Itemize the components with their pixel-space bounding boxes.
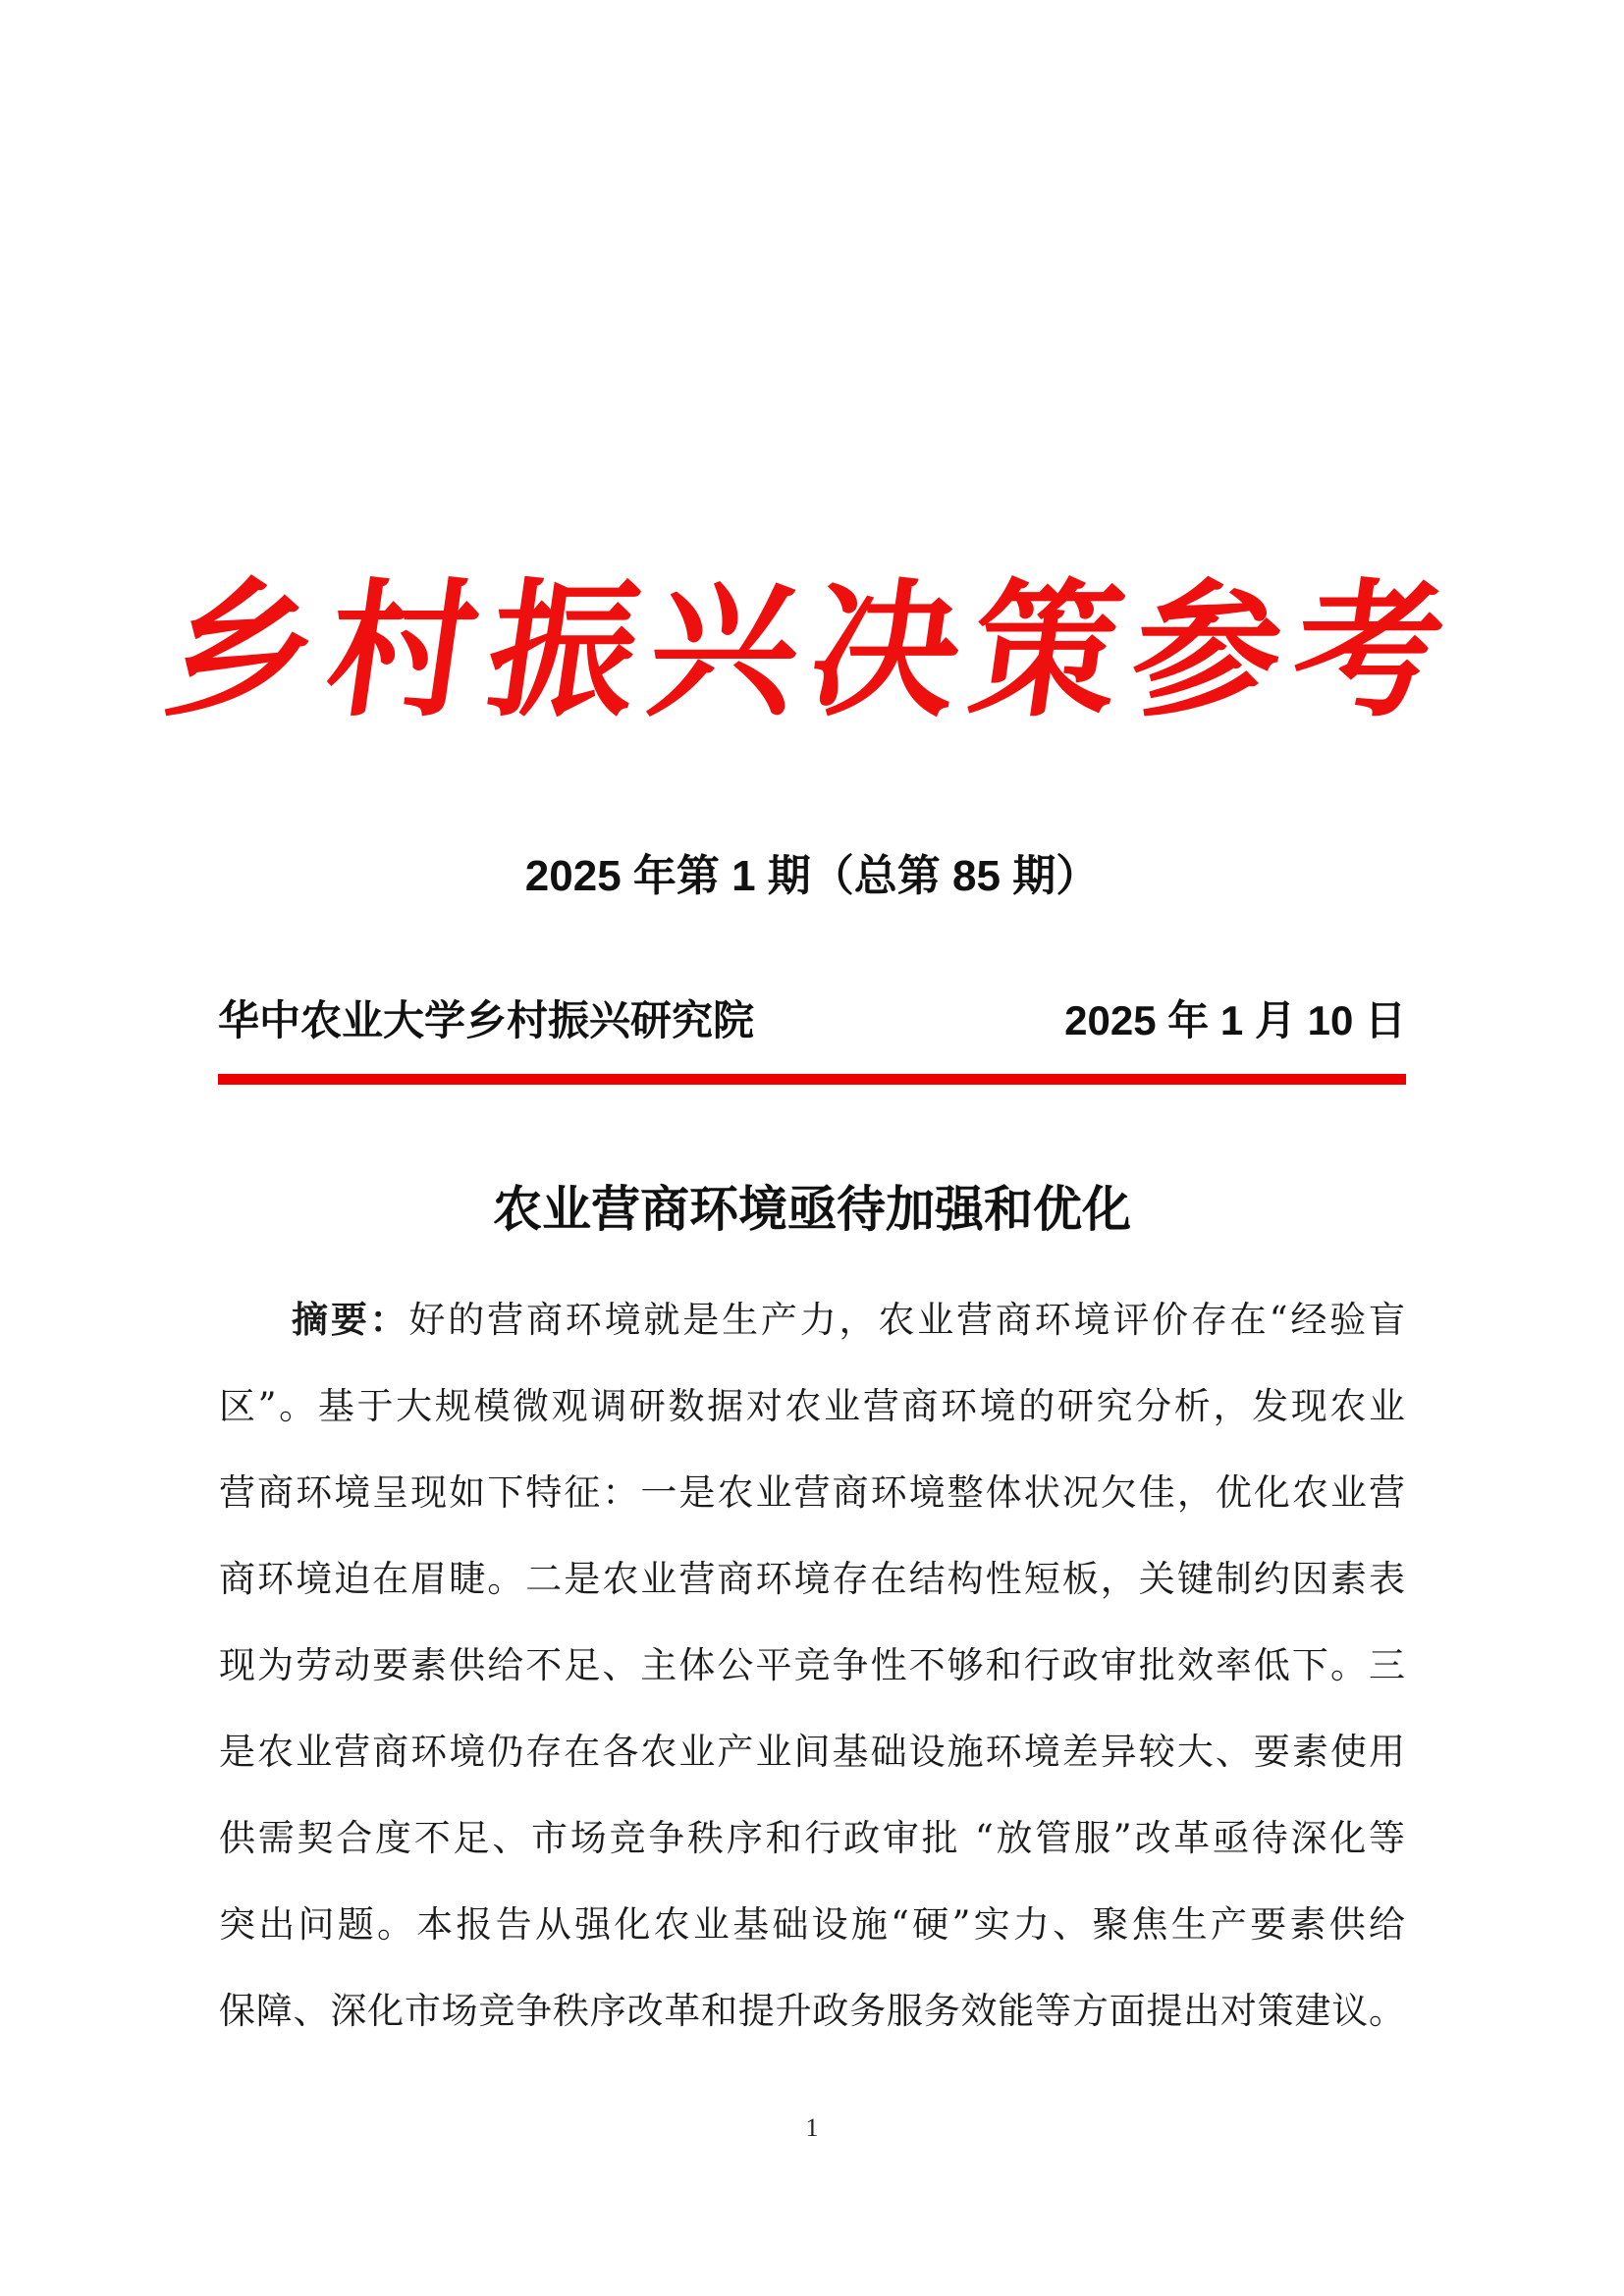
abstract-line: 营商环境呈现如下特征：一是农业营商环境整体状况欠佳，优化农业营 — [219, 1471, 1405, 1514]
abstract-line: 区”。基于大规模微观调研数据对农业营商环境的研究分析，发现农业 — [219, 1385, 1405, 1427]
abstract-line — [219, 1277, 1405, 1363]
masthead-title: 乡村振兴决策参考 — [155, 564, 1469, 737]
page-number: 1 — [805, 2113, 819, 2142]
abstract-label: 摘要： — [292, 1300, 409, 1340]
publisher-name: 华中农业大学乡村振兴研究院 — [218, 997, 755, 1043]
article-title: 农业营商环境亟待加强和优化 — [493, 1182, 1131, 1237]
issue-line: 2025 年第 1 期（总第 85 期） — [524, 852, 1100, 900]
red-divider-rule — [218, 1074, 1406, 1085]
publisher-row — [218, 987, 1406, 1055]
abstract-line: 商环境迫在眉睫。二是农业营商环境存在结构性短板，关键制约因素表 — [219, 1558, 1405, 1600]
abstract-line-text: 好的营商环境就是生产力，农业营商环境评价存在“经验盲 — [408, 1299, 1405, 1341]
abstract-line: 是农业营商环境仍存在各农业产业间基础设施环境差异较大、要素使用 — [219, 1731, 1405, 1773]
abstract-line: 保障、深化市场竞争秩序改革和提升政务服务效能等方面提出对策建议。 — [219, 1990, 1405, 2032]
abstract-line: 供需契合度不足、市场竞争秩序和行政审批 “放管服”改革亟待深化等 — [219, 1817, 1405, 1859]
issue-date: 2025 年 1 月 10 日 — [1064, 997, 1406, 1043]
abstract-paragraph — [219, 1277, 1405, 2055]
abstract-line: 现为劳动要素供给不足、主体公平竞争性不够和行政审批效率低下。三 — [219, 1644, 1405, 1686]
abstract-line: 突出问题。本报告从强化农业基础设施“硬”实力、聚焦生产要素供给 — [219, 1903, 1405, 1946]
